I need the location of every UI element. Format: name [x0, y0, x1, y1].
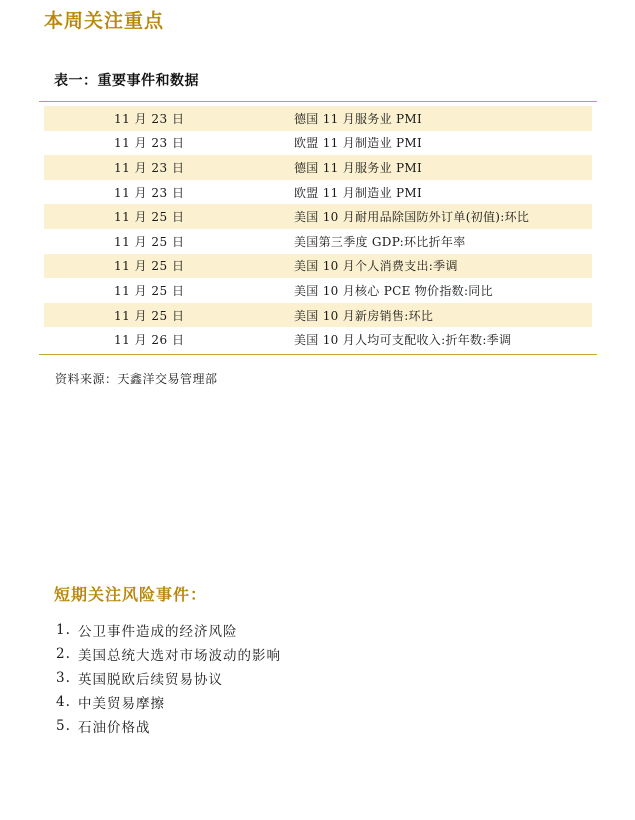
- event-date: 11 月 23 日: [114, 185, 185, 200]
- event-date: 11 月 23 日: [114, 160, 185, 175]
- event-date: 11 月 25 日: [114, 234, 185, 249]
- page-heading: 本周关注重点: [44, 10, 165, 32]
- risk-heading: 短期关注风险事件：: [54, 585, 208, 604]
- event-name: 美国 10 月人均可支配收入:折年数:季调: [294, 333, 512, 348]
- list-number: 4.: [56, 694, 71, 710]
- table-row: [44, 204, 592, 229]
- event-date: 11 月 25 日: [114, 308, 185, 323]
- list-item: [56, 690, 281, 714]
- event-name: 美国 10 月核心 PCE 物价指数:同比: [294, 283, 493, 298]
- list-item: [56, 666, 281, 690]
- event-date: 11 月 25 日: [114, 259, 185, 274]
- event-name: 美国第三季度 GDP:环比折年率: [294, 234, 466, 249]
- list-number: 1.: [56, 622, 71, 638]
- list-item: [56, 642, 281, 666]
- event-date: 11 月 25 日: [114, 283, 185, 298]
- list-number: 5.: [56, 718, 71, 734]
- event-name: 美国 10 月耐用品除国防外订单(初值):环比: [294, 210, 530, 225]
- event-name: 欧盟 11 月制造业 PMI: [294, 185, 423, 200]
- table-row: [44, 278, 592, 303]
- list-number: 2.: [56, 646, 71, 662]
- table-row: [44, 180, 592, 205]
- table-row: [44, 254, 592, 279]
- list-number: 3.: [56, 670, 71, 686]
- events-table: [44, 106, 592, 352]
- table-row: [44, 327, 592, 352]
- list-text: 中美贸易摩擦: [78, 696, 165, 712]
- event-date: 11 月 25 日: [114, 210, 185, 225]
- event-name: 德国 11 月服务业 PMI: [294, 160, 423, 175]
- table-caption: 表一：重要事件和数据: [54, 73, 199, 89]
- risk-list: [56, 618, 281, 738]
- source-note: 资料来源：天鑫洋交易管理部: [55, 372, 218, 386]
- list-text: 石油价格战: [78, 720, 151, 736]
- list-text: 公卫事件造成的经济风险: [78, 624, 238, 640]
- list-item: [56, 714, 281, 738]
- table-row: [44, 131, 592, 156]
- list-text: 英国脱欧后续贸易协议: [78, 672, 223, 688]
- table-row: [44, 229, 592, 254]
- event-date: 11 月 23 日: [114, 111, 185, 126]
- table-row: [44, 155, 592, 180]
- table-bottom-rule: [39, 354, 597, 355]
- event-name: 美国 10 月新房销售:环比: [294, 308, 434, 323]
- table-row: [44, 106, 592, 131]
- table-row: [44, 303, 592, 328]
- table-top-rule: [39, 101, 597, 102]
- event-name: 欧盟 11 月制造业 PMI: [294, 136, 423, 151]
- event-name: 德国 11 月服务业 PMI: [294, 111, 423, 126]
- list-text: 美国总统大选对市场波动的影响: [78, 648, 281, 664]
- event-date: 11 月 26 日: [114, 333, 185, 348]
- event-name: 美国 10 月个人消费支出:季调: [294, 259, 458, 274]
- event-date: 11 月 23 日: [114, 136, 185, 151]
- list-item: [56, 618, 281, 642]
